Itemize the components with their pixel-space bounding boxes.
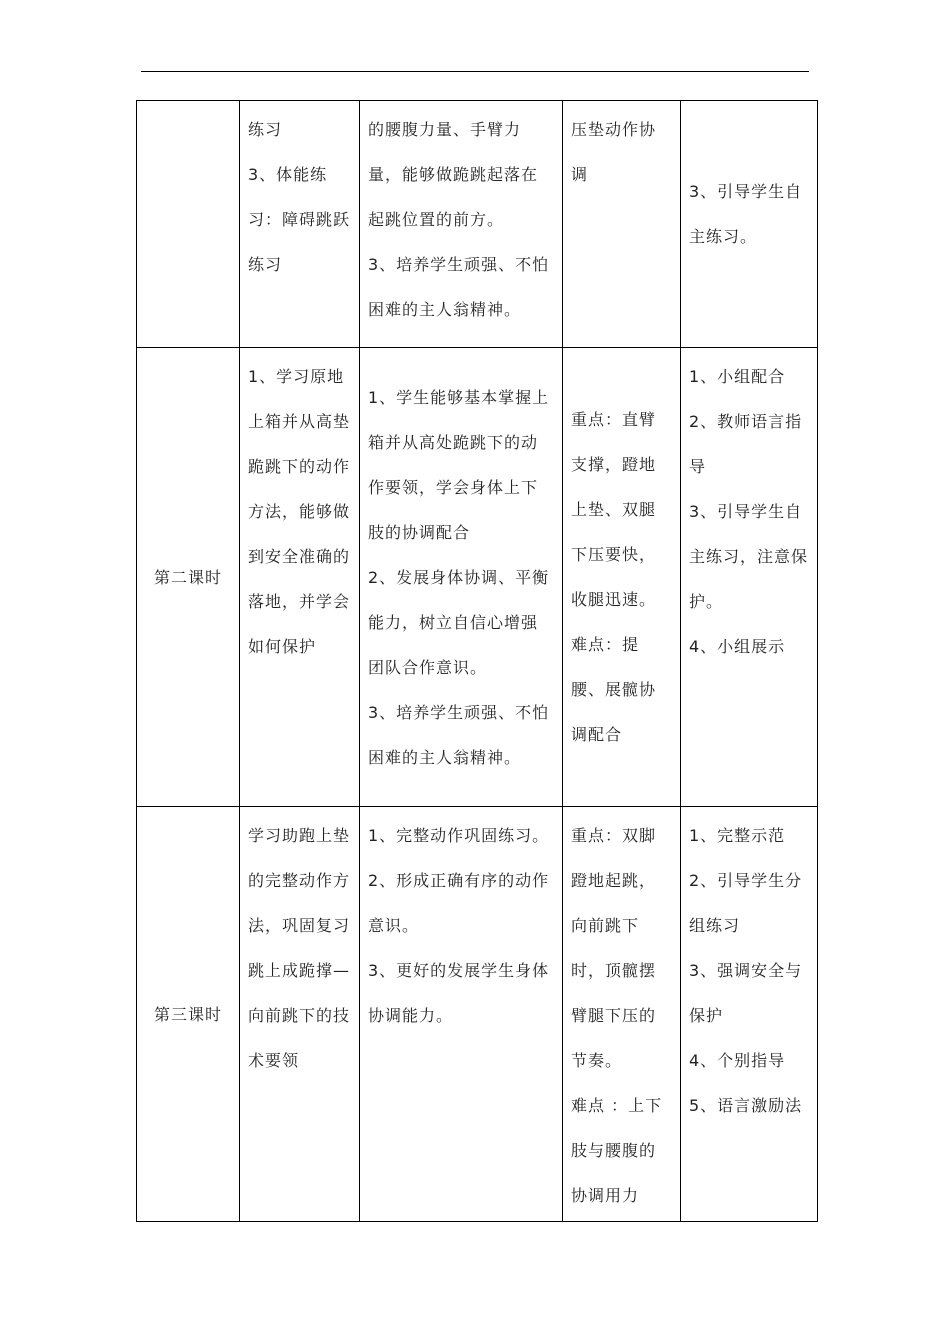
key-point-line: 重点：直臂支撑，蹬地上垫、双腿下压要快，收腿迅速。 bbox=[571, 410, 657, 609]
table-row bbox=[137, 101, 818, 348]
method-line: 1、完整示范 bbox=[689, 826, 786, 845]
goal-line: 的腰腹力量、手臂力量，能够做跪跳起落在起跳位置的前方。 bbox=[368, 120, 539, 229]
goals-cell bbox=[360, 101, 563, 348]
lesson-cell bbox=[137, 101, 240, 348]
content-cell bbox=[240, 807, 360, 1222]
content-cell bbox=[240, 348, 360, 807]
goal-line: 1、学生能够基本掌握上箱并从高处跪跳下的动作要领，学会身体上下肢的协调配合 bbox=[368, 387, 550, 542]
method-line: 3、强调安全与保护 bbox=[689, 961, 803, 1025]
goals-cell bbox=[360, 348, 563, 807]
key-points-cell bbox=[563, 101, 681, 348]
lesson-plan-table bbox=[136, 100, 818, 1222]
method-line: 4、个别指导 bbox=[689, 1051, 786, 1070]
method-line: 1、小组配合 bbox=[689, 367, 786, 386]
methods-cell bbox=[681, 101, 818, 348]
lesson-cell: 第二课时 bbox=[137, 348, 240, 807]
goal-line: 3、培养学生顽强、不怕困难的主人翁精神。 bbox=[368, 702, 550, 767]
goal-line: 3、培养学生顽强、不怕困难的主人翁精神。 bbox=[368, 255, 550, 319]
goals-cell bbox=[360, 807, 563, 1222]
lesson-cell: 第三课时 bbox=[137, 807, 240, 1222]
method-line: 3、引导学生自主练习。 bbox=[689, 182, 803, 246]
key-point-line: 压垫动作协调 bbox=[571, 120, 657, 184]
method-line: 2、教师语言指导 bbox=[689, 412, 803, 476]
content-line: 3、体能练习：障碍跳跃练习 bbox=[248, 165, 351, 274]
content-line: 学习助跑上垫的完整动作方法，巩固复习跳上成跪撑—向前跳下的技术要领 bbox=[248, 826, 351, 1070]
key-point-line: 难点 ：上下肢与腰腹的协调用力 bbox=[571, 1096, 663, 1205]
table-row bbox=[137, 348, 818, 807]
goal-line: 2、发展身体协调、平衡能力，树立自信心增强团队合作意识。 bbox=[368, 567, 550, 677]
key-points-cell bbox=[563, 348, 681, 807]
goal-line: 1、完整动作巩固练习。 bbox=[368, 826, 550, 845]
key-point-line: 难点：提腰、展髋协调配合 bbox=[571, 635, 657, 744]
method-line: 2、引导学生分组练习 bbox=[689, 871, 803, 935]
table-row bbox=[137, 807, 818, 1222]
methods-cell bbox=[681, 807, 818, 1222]
key-point-line: 重点：双脚蹬地起跳，向前跳下时，顶髋摆臂腿下压的节奏。 bbox=[571, 826, 657, 1070]
method-line: 3、引导学生自主练习，注意保护。 bbox=[689, 502, 809, 611]
method-line: 4、小组展示 bbox=[689, 637, 786, 656]
method-line: 5、语言激励法 bbox=[689, 1096, 803, 1115]
content-line: 练习 bbox=[248, 120, 283, 139]
goal-line: 3、更好的发展学生身体协调能力。 bbox=[368, 961, 550, 1025]
content-line: 1、学习原地上箱并从高垫跪跳下的动作方法，能够做到安全准确的落地，并学会如何保护 bbox=[248, 367, 351, 656]
header-rule bbox=[141, 71, 809, 72]
goal-line: 2、形成正确有序的动作意识。 bbox=[368, 871, 550, 935]
key-points-cell bbox=[563, 807, 681, 1222]
content-cell bbox=[240, 101, 360, 348]
methods-cell bbox=[681, 348, 818, 807]
